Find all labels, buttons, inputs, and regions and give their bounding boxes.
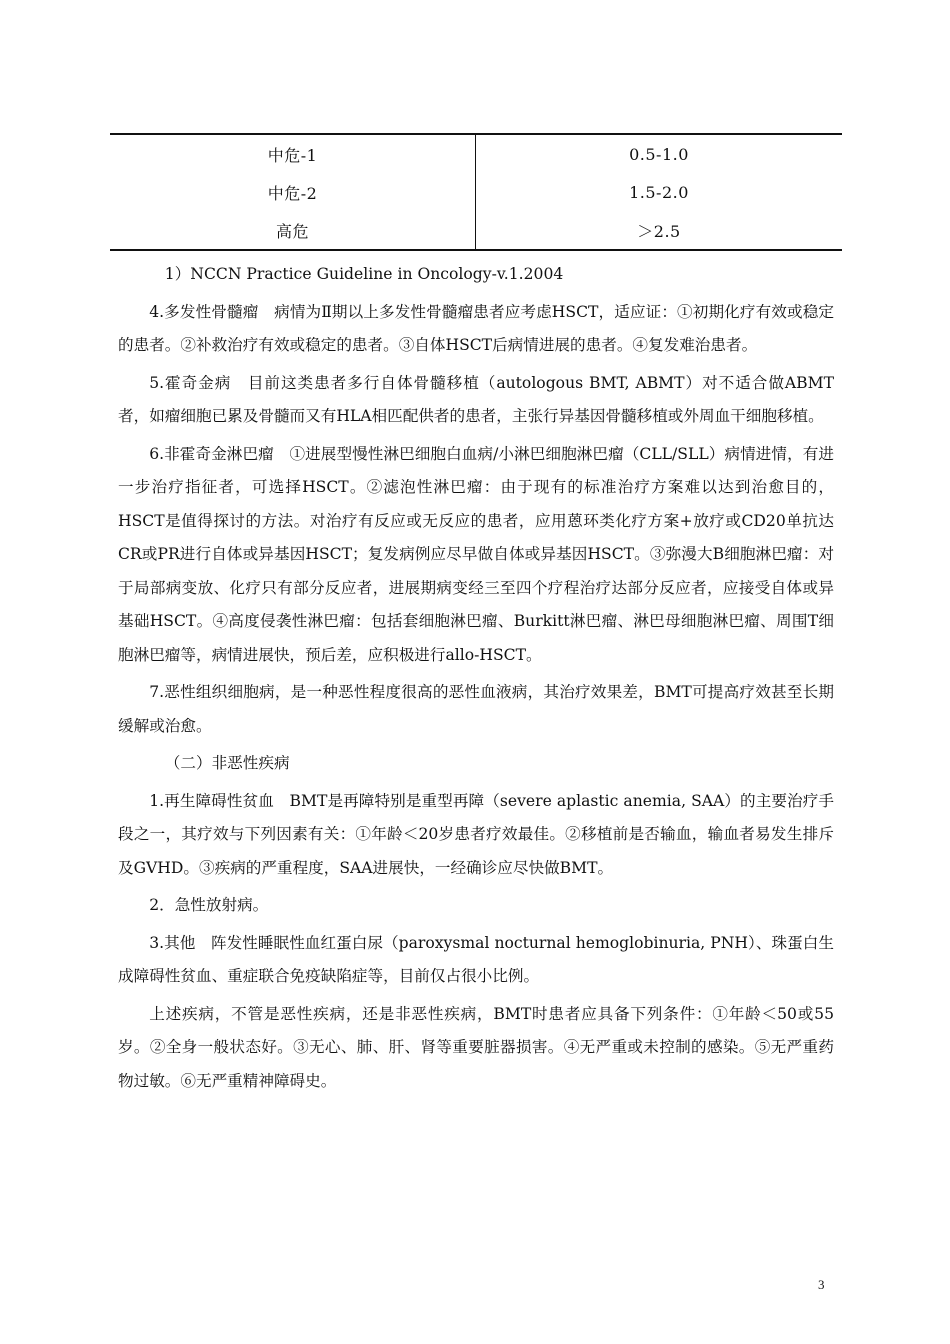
page-number: 3 <box>818 1277 825 1292</box>
table-row <box>110 211 842 250</box>
paragraph-hodgkin: 5.霍奇金病 目前这类患者多行自体骨髓移植（autologous BMT, ABMT）对不适合做ABMT者，如瘤细胞已累及骨髓而又有HLA相匹配供者的患者，主张行异基因骨髓移植或外周血干细胞移植。 <box>118 373 834 425</box>
risk-value-cell: 0.5-1.0 <box>629 144 689 164</box>
paragraph-conditions: 上述疾病，不管是恶性疾病，还是非恶性疾病，BMT时患者应具备下列条件：①年龄＜50或55岁。②全身一般状态好。③无心、肺、肝、肾等重要脏器损害。④无严重或未控制的感染。⑤无严重药物过敏。⑥无严重精神障碍史。 <box>118 1004 834 1090</box>
reference-note: 1）NCCN Practice Guideline in Oncology-v.1.2004 <box>164 265 564 283</box>
risk-level-cell: 中危-1 <box>110 134 476 173</box>
risk-level-cell: 高危 <box>110 211 476 250</box>
risk-value-cell: ＞2.5 <box>637 221 681 241</box>
paragraph-multiple-myeloma: 4.多发性骨髓瘤 病情为Ⅱ期以上多发性骨髓瘤患者应考虑HSCT，适应证：①初期化疗有效或稳定的患者。②补救治疗有效或稳定的患者。③自体HSCT后病情进展的患者。④复发难治患者。 <box>118 302 834 354</box>
table-row <box>110 173 842 211</box>
paragraph-non-hodgkin: 6.非霍奇金淋巴瘤 ①进展型慢性淋巴细胞白血病/小淋巴细胞淋巴瘤（CLL/SLL）病情进情，有进一步治疗指征者，可选择HSCT。②滤泡性淋巴瘤：由于现有的标准治疗方案难以达到治愈目的，HSCT是值得探讨的方法。对治疗有反应或无反应的患者，应用蒽环类化疗方案+放疗或CD20单抗达CR或PR进行自体或异基因HSCT；复发病例应尽早做自体或异基因HSCT。③弥漫大B细胞淋巴瘤：对于局部病变放、化疗只有部分反应者，进展期病变经三至四个疗程治疗达部分反应者，应接受自体或异基础HSCT。④高度侵袭性淋巴瘤：包括套细胞淋巴瘤、Burkitt淋巴瘤、淋巴母细胞淋巴瘤、周围T细胞淋巴瘤等，病情进展快，预后差，应积极进行allo-HSCT。 <box>118 444 834 664</box>
body-text <box>118 258 834 1102</box>
risk-value-cell: 1.5-2.0 <box>629 182 689 202</box>
paragraph-other: 3.其他 阵发性睡眠性血红蛋白尿（paroxysmal nocturnal hemoglobinuria, PNH）、珠蛋白生成障碍性贫血、重症联合免疫缺陷症等，目前仅占很小比例。 <box>118 933 834 985</box>
section-heading: （二）非恶性疾病 <box>164 754 290 772</box>
risk-table <box>110 133 842 251</box>
paragraph-histiocytosis: 7.恶性组织细胞病，是一种恶性程度很高的恶性血液病，其治疗效果差，BMT可提高疗效甚至长期缓解或治愈。 <box>118 683 834 735</box>
table-row <box>110 134 842 173</box>
risk-level-cell: 中危-2 <box>110 173 476 211</box>
paragraph-radiation-sickness: 2．急性放射病。 <box>149 896 269 914</box>
paragraph-aplastic-anemia: 1.再生障碍性贫血 BMT是再障特别是重型再障（severe aplastic anemia, SAA）的主要治疗手段之一，其疗效与下列因素有关：①年龄＜20岁患者疗效最佳。②移植前是否输血，输血者易发生排斥及GVHD。③疾病的严重程度，SAA进展快，一经确诊应尽快做BMT。 <box>118 791 834 877</box>
